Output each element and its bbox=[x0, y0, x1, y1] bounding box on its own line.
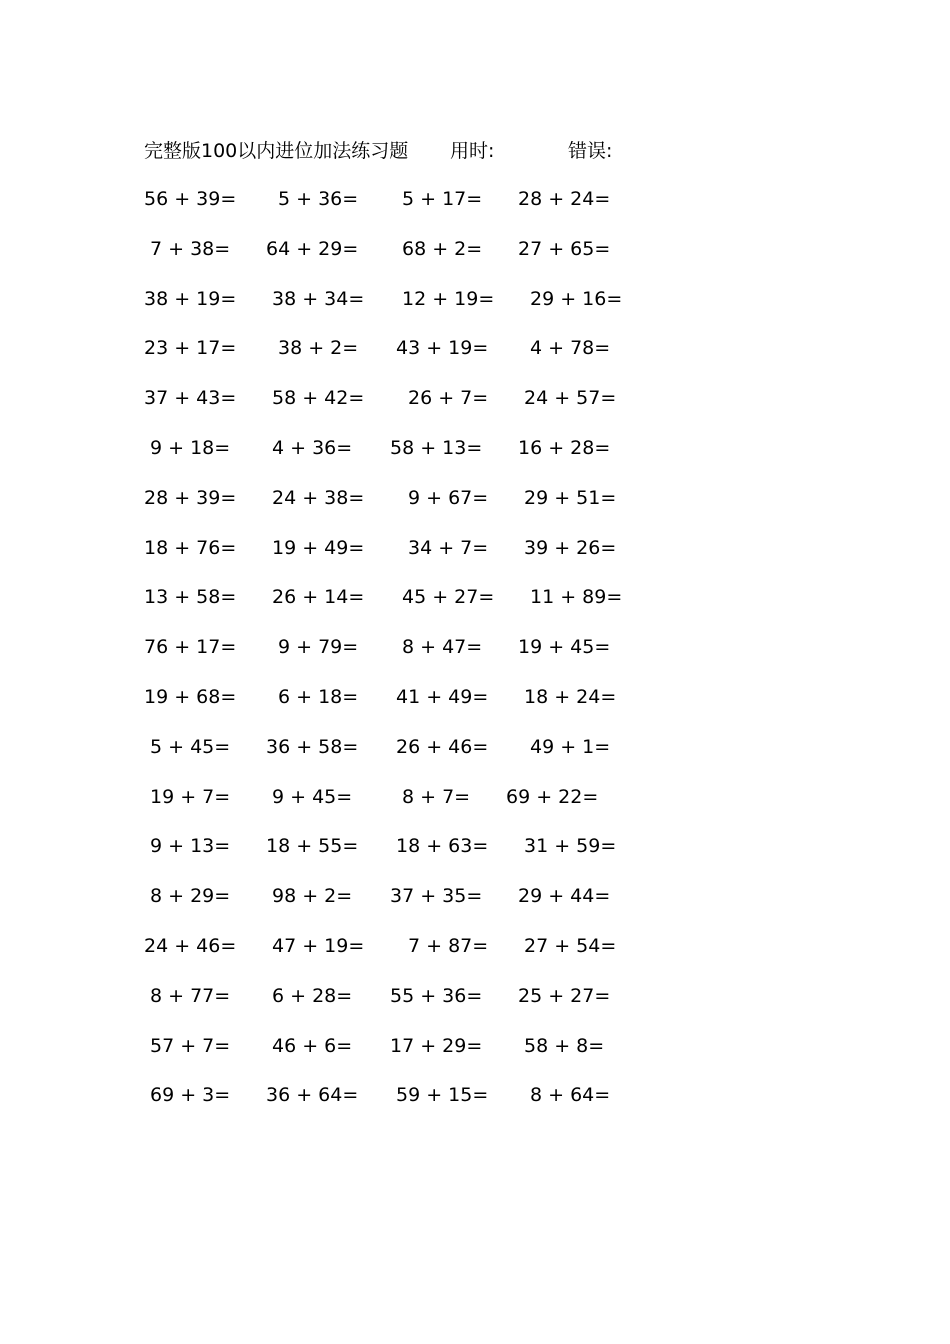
addition-problem: 76 + 17= bbox=[144, 636, 237, 659]
addition-problem: 28 + 24= bbox=[518, 188, 611, 210]
problem-row bbox=[0, 682, 950, 732]
addition-problem: 8 + 47= bbox=[402, 636, 483, 659]
addition-problem: 19 + 68= bbox=[144, 685, 237, 708]
addition-problem: 27 + 65= bbox=[518, 237, 611, 260]
addition-problem: 41 + 49= bbox=[396, 685, 489, 708]
addition-problem: 58 + 8= bbox=[524, 1034, 605, 1057]
addition-problem: 38 + 34= bbox=[272, 287, 365, 310]
problem-row bbox=[0, 582, 950, 632]
addition-problem: 98 + 2= bbox=[272, 885, 353, 908]
addition-problem: 9 + 13= bbox=[150, 835, 231, 858]
addition-problem: 68 + 2= bbox=[402, 237, 483, 260]
problem-row bbox=[0, 433, 950, 483]
addition-problem: 6 + 28= bbox=[272, 984, 353, 1007]
addition-problem: 26 + 46= bbox=[396, 735, 489, 758]
addition-problem: 23 + 17= bbox=[144, 337, 237, 360]
addition-problem: 19 + 7= bbox=[150, 785, 231, 808]
addition-problem: 38 + 19= bbox=[144, 287, 237, 310]
addition-problem: 9 + 18= bbox=[150, 436, 231, 459]
addition-problem: 19 + 49= bbox=[272, 536, 365, 559]
addition-problem: 69 + 3= bbox=[150, 1084, 231, 1107]
addition-problem: 5 + 36= bbox=[278, 188, 359, 210]
addition-problem: 37 + 43= bbox=[144, 387, 237, 410]
addition-problem: 39 + 26= bbox=[524, 536, 617, 559]
addition-problem: 8 + 77= bbox=[150, 984, 231, 1007]
addition-problem: 58 + 13= bbox=[390, 436, 483, 459]
addition-problem: 9 + 79= bbox=[278, 636, 359, 659]
addition-problem: 31 + 59= bbox=[524, 835, 617, 858]
addition-problem: 29 + 51= bbox=[524, 486, 617, 509]
addition-problem: 45 + 27= bbox=[402, 586, 495, 609]
addition-problem: 38 + 2= bbox=[278, 337, 359, 360]
addition-problem: 47 + 19= bbox=[272, 934, 365, 957]
addition-problem: 56 + 39= bbox=[144, 188, 237, 210]
addition-problem: 11 + 89= bbox=[530, 586, 623, 609]
addition-problem: 9 + 45= bbox=[272, 785, 353, 808]
problem-row bbox=[0, 981, 950, 1031]
addition-problem: 58 + 42= bbox=[272, 387, 365, 410]
addition-problem: 24 + 46= bbox=[144, 934, 237, 957]
problem-row bbox=[0, 533, 950, 583]
problem-row bbox=[0, 483, 950, 533]
problem-row bbox=[0, 234, 950, 284]
addition-problem: 36 + 64= bbox=[266, 1084, 359, 1107]
worksheet-title: 完整版100以内进位加法练习题 bbox=[144, 140, 409, 162]
addition-problem: 12 + 19= bbox=[402, 287, 495, 310]
problem-row bbox=[0, 1080, 950, 1130]
addition-problem: 34 + 7= bbox=[408, 536, 489, 559]
addition-problem: 64 + 29= bbox=[266, 237, 359, 260]
problem-row bbox=[0, 931, 950, 981]
addition-problem: 9 + 67= bbox=[408, 486, 489, 509]
problem-row bbox=[0, 333, 950, 383]
problem-row bbox=[0, 831, 950, 881]
problem-row bbox=[0, 284, 950, 334]
addition-problem: 18 + 55= bbox=[266, 835, 359, 858]
problem-row bbox=[0, 383, 950, 433]
addition-problem: 13 + 58= bbox=[144, 586, 237, 609]
addition-problem: 18 + 63= bbox=[396, 835, 489, 858]
addition-problem: 49 + 1= bbox=[530, 735, 611, 758]
time-used-label: 用时: bbox=[450, 140, 495, 162]
addition-problem: 26 + 14= bbox=[272, 586, 365, 609]
problem-row bbox=[0, 632, 950, 682]
addition-problem: 25 + 27= bbox=[518, 984, 611, 1007]
addition-problem: 24 + 57= bbox=[524, 387, 617, 410]
addition-problem: 6 + 18= bbox=[278, 685, 359, 708]
addition-problem: 27 + 54= bbox=[524, 934, 617, 957]
addition-problem: 7 + 38= bbox=[150, 237, 231, 260]
addition-problem: 4 + 78= bbox=[530, 337, 611, 360]
addition-problem: 57 + 7= bbox=[150, 1034, 231, 1057]
addition-problem: 5 + 17= bbox=[402, 188, 483, 210]
addition-problem: 29 + 44= bbox=[518, 885, 611, 908]
addition-problem: 69 + 22= bbox=[506, 785, 599, 808]
addition-problem: 5 + 45= bbox=[150, 735, 231, 758]
addition-problem: 17 + 29= bbox=[390, 1034, 483, 1057]
problem-row bbox=[0, 1031, 950, 1081]
problem-row bbox=[0, 881, 950, 931]
addition-problem: 18 + 76= bbox=[144, 536, 237, 559]
addition-problem: 55 + 36= bbox=[390, 984, 483, 1007]
problem-grid bbox=[0, 184, 950, 1130]
errors-label: 错误: bbox=[568, 140, 613, 162]
addition-problem: 26 + 7= bbox=[408, 387, 489, 410]
addition-problem: 19 + 45= bbox=[518, 636, 611, 659]
addition-problem: 16 + 28= bbox=[518, 436, 611, 459]
addition-problem: 18 + 24= bbox=[524, 685, 617, 708]
addition-problem: 59 + 15= bbox=[396, 1084, 489, 1107]
addition-problem: 28 + 39= bbox=[144, 486, 237, 509]
addition-problem: 8 + 7= bbox=[402, 785, 471, 808]
addition-problem: 8 + 64= bbox=[530, 1084, 611, 1107]
addition-problem: 37 + 35= bbox=[390, 885, 483, 908]
addition-problem: 29 + 16= bbox=[530, 287, 623, 310]
addition-problem: 24 + 38= bbox=[272, 486, 365, 509]
problem-row bbox=[0, 732, 950, 782]
addition-problem: 43 + 19= bbox=[396, 337, 489, 360]
problem-row bbox=[0, 782, 950, 832]
problem-row bbox=[0, 184, 950, 234]
addition-problem: 46 + 6= bbox=[272, 1034, 353, 1057]
addition-problem: 36 + 58= bbox=[266, 735, 359, 758]
addition-problem: 4 + 36= bbox=[272, 436, 353, 459]
addition-problem: 7 + 87= bbox=[408, 934, 489, 957]
addition-problem: 8 + 29= bbox=[150, 885, 231, 908]
